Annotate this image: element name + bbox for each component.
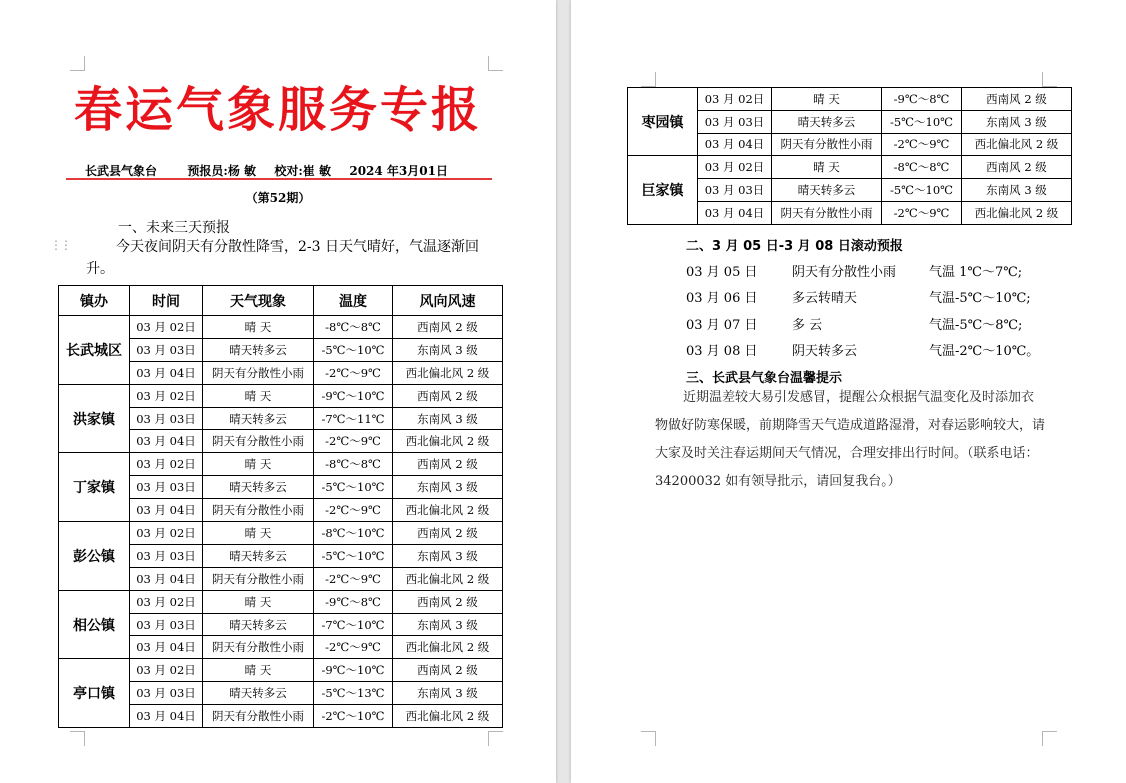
checker: 校对:崔 敏 [274, 164, 331, 178]
temperature-cell: -5℃～10℃ [882, 179, 962, 202]
crop-mark [1042, 72, 1057, 87]
issue-date: 2024 年3月01日 [349, 164, 448, 178]
temperature-cell: -5℃～10℃ [314, 476, 393, 499]
temperature-cell: -5℃～13℃ [314, 682, 393, 705]
crop-mark [488, 56, 503, 71]
weather-cell: 阴天有分散性小雨 [203, 705, 314, 728]
town-name-cell: 亭口镇 [59, 659, 130, 728]
date-cell: 03 月 03日 [130, 682, 203, 705]
table-row [59, 384, 503, 407]
weather-cell: 阴天有分散性小雨 [203, 636, 314, 659]
temperature-cell: -2℃～9℃ [314, 499, 393, 522]
weather-cell: 晴 天 [203, 522, 314, 545]
date-cell: 03 月 02日 [130, 316, 203, 339]
wind-cell: 西北偏北风 2 级 [962, 201, 1072, 224]
weather-cell: 晴 天 [203, 590, 314, 613]
temperature-cell: -2℃～9℃ [882, 201, 962, 224]
table-body [59, 316, 503, 728]
crop-mark [641, 731, 656, 746]
temperature-cell: -2℃～9℃ [314, 636, 393, 659]
issuing-org: 长武县气象台 [85, 164, 158, 178]
forecaster: 预报员:杨 敏 [187, 164, 256, 178]
wind-cell: 东南风 3 级 [393, 613, 503, 636]
report-title: 春运气象服务专报 [73, 82, 482, 138]
wind-cell: 西北偏北风 2 级 [393, 499, 503, 522]
table-body [628, 88, 1072, 225]
header-rule [66, 178, 492, 180]
wind-cell: 东南风 3 级 [393, 338, 503, 361]
wind-cell: 西南风 2 级 [393, 453, 503, 476]
temperature-cell: -5℃～10℃ [882, 110, 962, 133]
forecast-table-part2 [627, 87, 1072, 225]
rolling-temp: 气温 1℃～7℃; [929, 265, 1023, 280]
temperature-cell: -7℃～10℃ [314, 613, 393, 636]
wind-cell: 西北偏北风 2 级 [962, 133, 1072, 156]
crop-mark [1042, 731, 1057, 746]
date-cell: 03 月 04日 [130, 361, 203, 384]
date-cell: 03 月 03日 [130, 613, 203, 636]
town-name-cell: 彭公镇 [59, 522, 130, 591]
table-row [59, 522, 503, 545]
header-town: 镇办 [59, 286, 130, 316]
table-row [628, 156, 1072, 179]
table-row [59, 453, 503, 476]
section2-heading: 二、3 月 05 日-3 月 08 日滚动预报 [686, 239, 903, 254]
date-cell: 03 月 04日 [130, 567, 203, 590]
weather-cell: 晴天转多云 [203, 544, 314, 567]
crop-mark [70, 56, 85, 71]
wind-cell: 东南风 3 级 [962, 179, 1072, 202]
temperature-cell: -9℃～10℃ [314, 659, 393, 682]
date-cell: 03 月 04日 [130, 499, 203, 522]
rolling-temp: 气温-5℃～8℃; [929, 318, 1023, 333]
weather-cell: 晴天转多云 [203, 338, 314, 361]
rolling-temp: 气温-5℃～10℃; [929, 291, 1031, 306]
weather-cell: 晴 天 [203, 316, 314, 339]
wind-cell: 东南风 3 级 [393, 407, 503, 430]
drag-handle-icon[interactable]: ⋮⋮ [50, 238, 70, 252]
date-cell: 03 月 03日 [130, 476, 203, 499]
weather-cell: 阴天有分散性小雨 [772, 201, 882, 224]
wind-cell: 东南风 3 级 [393, 544, 503, 567]
wind-cell: 西北偏北风 2 级 [393, 705, 503, 728]
weather-cell: 晴天转多云 [203, 682, 314, 705]
temperature-cell: -2℃～10℃ [314, 705, 393, 728]
crop-mark [641, 72, 656, 87]
rolling-temp: 气温-2℃～10℃。 [929, 344, 1040, 359]
date-cell: 03 月 03日 [698, 110, 772, 133]
header-weather: 天气现象 [203, 286, 314, 316]
date-cell: 03 月 02日 [130, 659, 203, 682]
temperature-cell: -8℃～8℃ [314, 453, 393, 476]
weather-cell: 晴天转多云 [772, 179, 882, 202]
rolling-weather: 多云转晴天 [792, 291, 858, 306]
weather-cell: 阴天有分散性小雨 [203, 430, 314, 453]
date-cell: 03 月 03日 [130, 338, 203, 361]
table-row [59, 316, 503, 339]
wind-cell: 西北偏北风 2 级 [393, 430, 503, 453]
table-row [59, 659, 503, 682]
temperature-cell: -5℃～10℃ [314, 338, 393, 361]
rolling-weather: 阴天有分散性小雨 [792, 265, 897, 280]
town-name-cell: 巨家镇 [628, 156, 698, 224]
header-wind: 风向风速 [393, 286, 503, 316]
table-row [628, 88, 1072, 111]
wind-cell: 西南风 2 级 [393, 522, 503, 545]
wind-cell: 西北偏北风 2 级 [393, 567, 503, 590]
date-cell: 03 月 04日 [130, 705, 203, 728]
town-name-cell: 长武城区 [59, 316, 130, 385]
temperature-cell: -2℃～9℃ [314, 361, 393, 384]
document-page-1 [0, 0, 556, 783]
town-name-cell: 枣园镇 [628, 88, 698, 156]
date-cell: 03 月 04日 [130, 636, 203, 659]
wind-cell: 西北偏北风 2 级 [393, 361, 503, 384]
wind-cell: 东南风 3 级 [393, 476, 503, 499]
date-cell: 03 月 03日 [698, 179, 772, 202]
weather-cell: 阴天有分散性小雨 [203, 361, 314, 384]
rolling-date: 03 月 06 日 [686, 291, 758, 306]
town-name-cell: 相公镇 [59, 590, 130, 659]
section3-text: 近期温差较大易引发感冒，提醒公众根据气温变化及时添加衣物做好防寒保暖，前期降雪天气造成道路湿滑，对春运影响较大，请大家及时关注春运期间天气情况，合理安排出行时间。（联系电话：34200032 如有领导批示，请回复我台。） [655, 390, 1046, 489]
temperature-cell: -5℃～10℃ [314, 544, 393, 567]
weather-cell: 晴天转多云 [203, 476, 314, 499]
date-cell: 03 月 02日 [130, 384, 203, 407]
temperature-cell: -8℃～8℃ [314, 316, 393, 339]
weather-cell: 晴 天 [772, 88, 882, 111]
town-name-cell: 丁家镇 [59, 453, 130, 522]
header-temperature: 温度 [314, 286, 393, 316]
temperature-cell: -2℃～9℃ [314, 567, 393, 590]
weather-cell: 晴天转多云 [772, 110, 882, 133]
section1-text: 今天夜间阴天有分散性降雪，2-3 日天气晴好，气温逐渐回升。 [86, 239, 479, 277]
weather-cell: 阴天有分散性小雨 [772, 133, 882, 156]
report-info-line [85, 162, 448, 179]
temperature-cell: -8℃～10℃ [314, 522, 393, 545]
temperature-cell: -7℃～11℃ [314, 407, 393, 430]
town-name-cell: 洪家镇 [59, 384, 130, 453]
date-cell: 03 月 03日 [130, 544, 203, 567]
rolling-date: 03 月 05 日 [686, 265, 758, 280]
weather-cell: 阴天有分散性小雨 [203, 567, 314, 590]
weather-cell: 晴天转多云 [203, 613, 314, 636]
table-header-row [59, 286, 503, 316]
date-cell: 03 月 04日 [698, 201, 772, 224]
weather-cell: 晴 天 [203, 453, 314, 476]
weather-cell: 晴 天 [203, 659, 314, 682]
wind-cell: 西南风 2 级 [962, 88, 1072, 111]
wind-cell: 西南风 2 级 [393, 384, 503, 407]
rolling-date: 03 月 07 日 [686, 318, 758, 333]
section3-heading: 三、长武县气象台温馨提示 [686, 371, 843, 386]
rolling-weather: 阴天转多云 [792, 344, 858, 359]
date-cell: 03 月 02日 [698, 88, 772, 111]
forecast-table-part1 [58, 285, 503, 728]
header-date: 时间 [130, 286, 203, 316]
crop-mark [488, 731, 503, 746]
date-cell: 03 月 03日 [130, 407, 203, 430]
weather-cell: 晴 天 [203, 384, 314, 407]
temperature-cell: -2℃～9℃ [314, 430, 393, 453]
temperature-cell: -9℃～8℃ [882, 88, 962, 111]
weather-cell: 晴天转多云 [203, 407, 314, 430]
date-cell: 03 月 02日 [130, 522, 203, 545]
date-cell: 03 月 04日 [698, 133, 772, 156]
wind-cell: 西南风 2 级 [393, 659, 503, 682]
rolling-date: 03 月 08 日 [686, 344, 758, 359]
crop-mark [70, 731, 85, 746]
date-cell: 03 月 02日 [130, 590, 203, 613]
wind-cell: 西南风 2 级 [962, 156, 1072, 179]
issue-number: （第52期） [245, 191, 311, 205]
table-row [59, 590, 503, 613]
temperature-cell: -9℃～10℃ [314, 384, 393, 407]
wind-cell: 西南风 2 级 [393, 590, 503, 613]
weather-cell: 阴天有分散性小雨 [203, 499, 314, 522]
temperature-cell: -8℃～8℃ [882, 156, 962, 179]
date-cell: 03 月 02日 [698, 156, 772, 179]
wind-cell: 东南风 3 级 [962, 110, 1072, 133]
wind-cell: 西北偏北风 2 级 [393, 636, 503, 659]
temperature-cell: -9℃～8℃ [314, 590, 393, 613]
wind-cell: 西南风 2 级 [393, 316, 503, 339]
temperature-cell: -2℃～9℃ [882, 133, 962, 156]
section1-heading: 一、未来三天预报 [118, 220, 230, 236]
date-cell: 03 月 04日 [130, 430, 203, 453]
weather-cell: 晴 天 [772, 156, 882, 179]
wind-cell: 东南风 3 级 [393, 682, 503, 705]
date-cell: 03 月 02日 [130, 453, 203, 476]
rolling-weather: 多 云 [792, 318, 823, 333]
